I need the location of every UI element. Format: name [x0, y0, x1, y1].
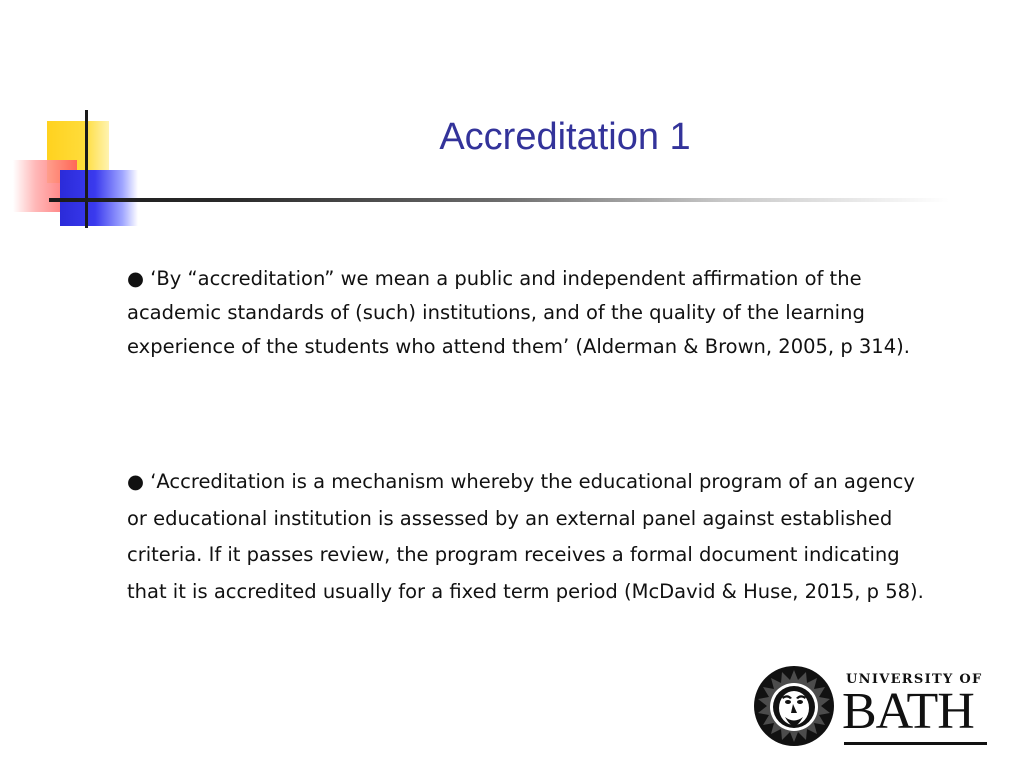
logo-bath: BATH [842, 683, 974, 740]
sulis-minerva-head-icon [752, 664, 836, 748]
quote-line: ● ‘By “accreditation” we mean a public and independent affirmation of the [127, 267, 862, 290]
quote-line: criteria. If it passes review, the program receives a formal document indicating [127, 543, 900, 566]
quote-mcdavid-huse [127, 464, 987, 610]
corner-decoration [0, 0, 160, 240]
university-of-bath-logo [752, 664, 992, 750]
quote-line: ● ‘Accreditation is a mechanism whereby the educational program of an agency [127, 470, 915, 493]
vertical-rule [85, 110, 88, 228]
quote-alderman-brown [127, 262, 987, 364]
quote-line: or educational institution is assessed by an external panel against established [127, 506, 893, 530]
quote-line: experience of the students who attend them’ (Alderman & Brown, 2005, p 314). [127, 335, 910, 358]
title-underline [49, 198, 949, 202]
slide-title: Accreditation 1 [439, 116, 691, 158]
logo-university-of: UNIVERSITY OF [846, 672, 983, 687]
logo-underline [844, 742, 987, 745]
quote-line: academic standards of (such) institutions, and of the quality of the learning [127, 301, 865, 324]
quote-line: that it is accredited usually for a fixed term period (McDavid & Huse, 2015, p 58). [127, 579, 924, 603]
